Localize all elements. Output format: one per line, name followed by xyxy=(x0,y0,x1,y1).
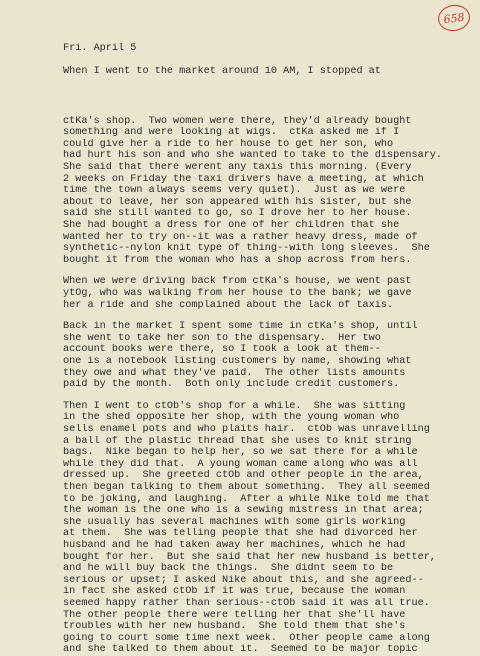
text-line: in fact she asked ctOb if it was true, because the woman xyxy=(63,586,406,598)
text-line: they owe and what they've paid. The other lists amounts xyxy=(63,367,406,379)
text-line: husband and he had taken away her machines, which he had xyxy=(63,540,406,551)
page-number-stamp: 658 xyxy=(436,3,471,33)
text-line: she went to take her son to the dispensary. Her two xyxy=(63,332,381,344)
text-line: a ball of the plastic thread that she uses to knit string xyxy=(63,435,412,447)
text-line: the woman is the one who is a sewing mistress in that area; xyxy=(63,505,424,517)
text-line: dressed up. She greeted ctOb and other people in the area, xyxy=(63,470,424,482)
text-line: and he will buy back the things. She didnt seem to be xyxy=(63,563,394,575)
text-line: synthetic--nylon knit type of thing--with long sleeves. She xyxy=(63,243,430,255)
text-line: said she still wanted to go, so I drove her to her house. xyxy=(63,208,412,220)
text-line: bags. Nike began to help her, so we sat there for a while xyxy=(63,447,418,459)
text-line: When I went to the market around 10 AM, I stopped at xyxy=(63,66,381,77)
text-line: serious or upset; I asked Nike about this, and she agreed-- xyxy=(63,574,424,586)
text-line: her a ride and she complained about the lack of taxis. xyxy=(63,299,394,311)
text-line: She said that there werent any taxis this morning. (Every xyxy=(63,162,412,173)
text-line: sells enamel pots and who plaits hair. ctOb was unravelling xyxy=(63,424,430,435)
text-line: She had bought a dress for one of her children that she xyxy=(63,220,400,231)
text-line: troubles with her new husband. She told them that she's xyxy=(63,621,406,633)
text-line: Then I went to ctOb's shop for a while. She was sitting xyxy=(63,400,406,412)
text-line: ytOg, who was walking from her house to the bank; we gave xyxy=(63,288,412,299)
text-line: in the shed opposite her shop, with the young woman who xyxy=(63,412,400,424)
text-line: she usually has several machines with some girls working xyxy=(63,516,406,528)
text-line: bought for her. But she said that her new husband is better, xyxy=(63,551,436,563)
text-line: seemed happy rather than serious--ctOb said it was all true. xyxy=(63,598,430,609)
text-line: going to court some time next week. Other people came along xyxy=(63,632,430,644)
text-line: could give her a ride to her house to get her son, who xyxy=(63,138,394,150)
date-line: Fri. April 5 xyxy=(63,43,137,54)
text-line: wanted her to try on--it was a rather heavy dress, made of xyxy=(63,231,418,243)
text-line: and she talked to them about it. Seemed to be major topic xyxy=(63,644,418,656)
text-line: about to leave, her son appeared with his sister, but she xyxy=(63,196,412,208)
text-line: something and were looking at wigs. ctKa asked me if I xyxy=(63,127,400,139)
text-line: 2 weeks on Friday the taxi drivers have a meeting, at which xyxy=(63,173,424,185)
text-line: then began talking to them about something. They all seemed xyxy=(63,482,430,493)
text-line: at them. She was telling people that she had divorced her xyxy=(63,528,418,540)
text-line: while they did that. A young woman came along who was all xyxy=(63,458,418,470)
text-line: had hurt his son and who she wanted to take to the dispensary. xyxy=(63,150,443,162)
text-line: Back in the market I spent some time in ctKa's shop, until xyxy=(63,321,418,333)
text-line: account books were there, so I took a look at them-- xyxy=(63,344,381,356)
text-line: When we were driving back from ctKa's house, we went past xyxy=(63,276,412,288)
text-line: one is a notebook listing customers by name, showing what xyxy=(63,356,412,367)
text-line: time the town always seems very quiet). Just as we were xyxy=(63,185,406,197)
text-line: ctKa's shop. Two women were there, they'd already bought xyxy=(63,115,412,127)
text-line: paid by the month. Both only include credit customers. xyxy=(63,379,400,391)
text-line: The other people there were telling her that she'll have xyxy=(63,609,406,621)
text-line: to be joking, and laughing. After a while Nike told me that xyxy=(63,493,430,505)
text-line: bought it from the woman who has a shop across from hers. xyxy=(63,254,412,266)
